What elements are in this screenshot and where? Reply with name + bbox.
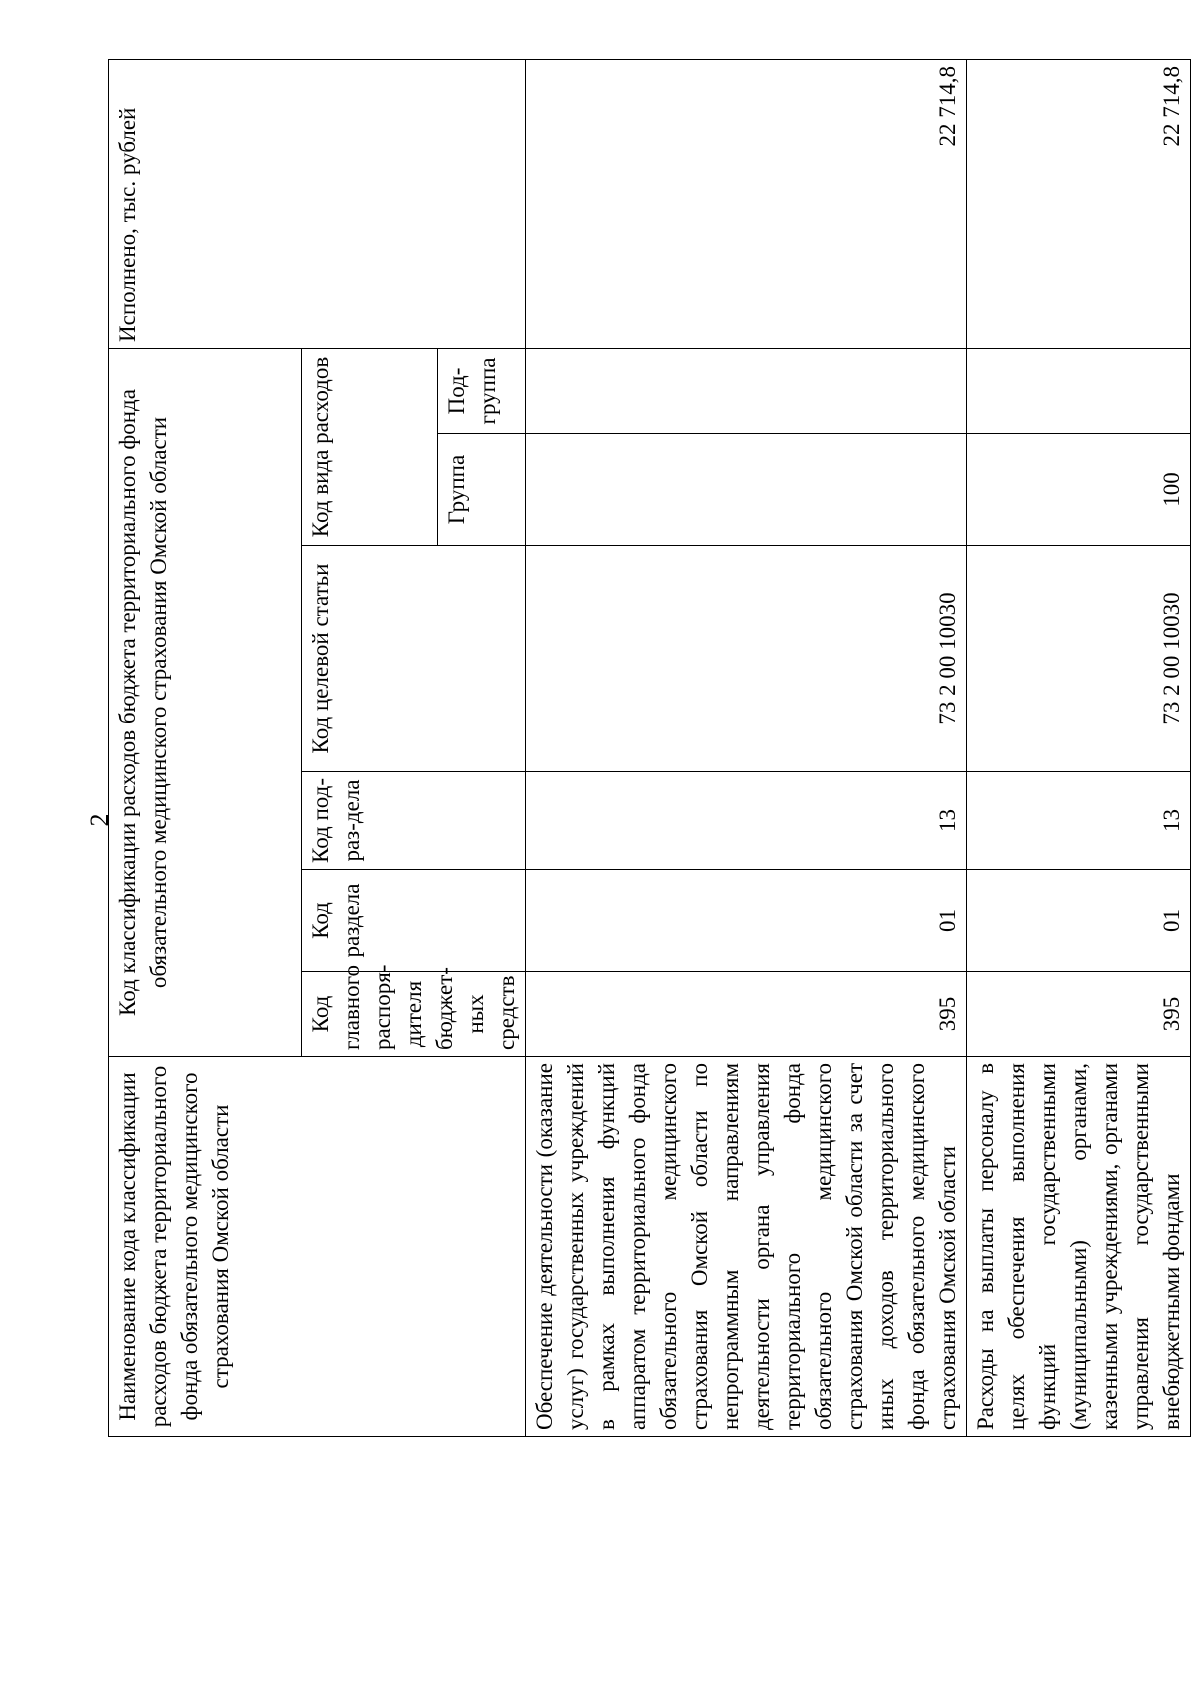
header-name-column: Наименование кода классификации расходов бюджета территориального фонда обязательного медицинского страхования Омской области bbox=[109, 1057, 526, 1437]
row-subgroup-code bbox=[967, 349, 1191, 434]
row-section-code: 01 bbox=[967, 870, 1191, 972]
row-subsection-code: 13 bbox=[967, 772, 1191, 870]
row-target-code: 73 2 00 10030 bbox=[526, 546, 967, 772]
rotated-table-container bbox=[108, 60, 1184, 1437]
row-manager-code: 395 bbox=[526, 972, 967, 1057]
header-group: Группа bbox=[437, 434, 525, 546]
header-main-manager: Код главного распоря-дителя бюджет-ных средств bbox=[302, 972, 526, 1057]
header-subgroup: Под-группа bbox=[437, 349, 525, 434]
row-section-code: 01 bbox=[526, 870, 967, 972]
row-name: Обеспечение деятельности (оказание услуг) государственных учреждений в рамках выполнения функций аппаратом территориального фонда обязательного медицинского страхования Омской области по непрограммным направлениям деятельности органа управления территориального фонда обязательного медицинского страхования Омской области за счет иных доходов территориального фонда обязательного медицинского страхования Омской области bbox=[526, 1057, 967, 1437]
expense-classification-table bbox=[108, 59, 1191, 1437]
row-manager-code: 395 bbox=[967, 972, 1191, 1057]
header-subsection: Код под-раз-дела bbox=[302, 772, 526, 870]
header-target: Код целевой статьи bbox=[302, 546, 526, 772]
header-code-group: Код классификации расходов бюджета территориального фонда обязательного медицинского страхования Омской области bbox=[109, 349, 302, 1057]
row-amount: 22 714,8 bbox=[526, 60, 967, 349]
header-executed: Исполнено, тыс. рублей bbox=[109, 60, 526, 349]
header-expense-type: Код вида расходов bbox=[302, 349, 438, 546]
row-amount: 22 714,8 bbox=[967, 60, 1191, 349]
table-row bbox=[526, 60, 967, 1437]
header-section: Код раздела bbox=[302, 870, 526, 972]
row-target-code: 73 2 00 10030 bbox=[967, 546, 1191, 772]
row-name: Расходы на выплаты персоналу в целях обеспечения выполнения функций государственными (муниципальными) органами, казенными учреждениями, органами управления государственными внебюджетными фондами bbox=[967, 1057, 1191, 1437]
row-group-code bbox=[526, 434, 967, 546]
row-subsection-code: 13 bbox=[526, 772, 967, 870]
page-number: 2 bbox=[85, 813, 114, 827]
table-row bbox=[967, 60, 1191, 1437]
row-subgroup-code bbox=[526, 349, 967, 434]
row-group-code: 100 bbox=[967, 434, 1191, 546]
